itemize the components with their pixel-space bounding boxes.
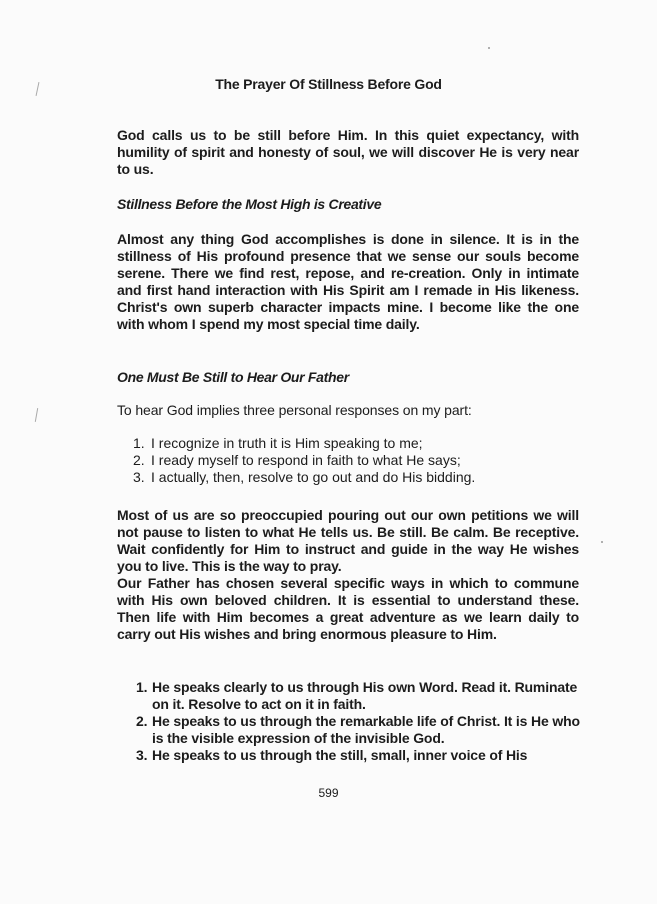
scan-mark: [601, 541, 603, 543]
list-item: [136, 747, 586, 764]
list-item: [136, 679, 586, 713]
list-item: [133, 466, 603, 488]
page-title: The Prayer Of Stillness Before God: [215, 76, 442, 92]
scan-mark: [35, 408, 38, 422]
list-item: [136, 713, 586, 747]
section-heading-stillness: Stillness Before the Most High is Creative: [117, 196, 382, 212]
responses-list: [133, 432, 603, 488]
ways-list: [136, 679, 586, 764]
stillness-paragraph: Almost any thing God accomplishes is done in silence. It is in the stillness of His profound presence that we sense our souls become serene. There we find rest, repose, and re-creation. Only in intimate and first hand interaction with His Spirit am I remade in His likeness. Christ's own superb character impacts mine. I become like the one with whom I spend my most special time daily.: [117, 231, 579, 332]
list-item-number: 2.: [133, 452, 145, 468]
list-item-text: He speaks clearly to us through His own Word. Read it. Ruminate on it. Resolve to act on it in faith.: [152, 679, 578, 712]
intro-paragraph: God calls us to be still before Him. In this quiet expectancy, with humility of spirit and honesty of soul, we will discover He is very near to us.: [117, 127, 579, 177]
list-item-number: 1.: [136, 679, 148, 695]
list-item-number: 1.: [133, 435, 145, 451]
section-heading-hear-father: One Must Be Still to Hear Our Father: [117, 369, 349, 385]
list-item-text: He speaks to us through the still, small, inner voice of His: [152, 747, 528, 763]
commune-paragraph: Our Father has chosen several specific ways in which to commune with His own beloved children. It is essential to understand these. Then life with Him becomes a great adventure as we learn daily to carry out His wishes and bring enormous pleasure to Him.: [117, 575, 579, 642]
list-item-text: I actually, then, resolve to go out and do His bidding.: [151, 469, 476, 485]
list-item-number: 3.: [136, 747, 148, 763]
list-item-number: 2.: [136, 713, 148, 729]
list-item-text: I recognize in truth it is Him speaking to me;: [151, 435, 423, 451]
preoccupied-paragraph: Most of us are so preoccupied pouring out our own petitions we will not pause to listen to what He tells us. Be still. Be calm. Be receptive. Wait confidently for Him to instruct and guide in the way He wishes you to live. This is the way to pray.: [117, 507, 579, 574]
page-number: 599: [318, 786, 339, 800]
list-item-text: He speaks to us through the remarkable life of Christ. It is He who is the visible expression of the invisible God.: [152, 713, 580, 746]
responses-intro: To hear God implies three personal responses on my part:: [117, 402, 472, 418]
list-item-text: I ready myself to respond in faith to what He says;: [151, 452, 461, 468]
list-item-number: 3.: [133, 469, 145, 485]
scan-mark: [488, 47, 490, 49]
